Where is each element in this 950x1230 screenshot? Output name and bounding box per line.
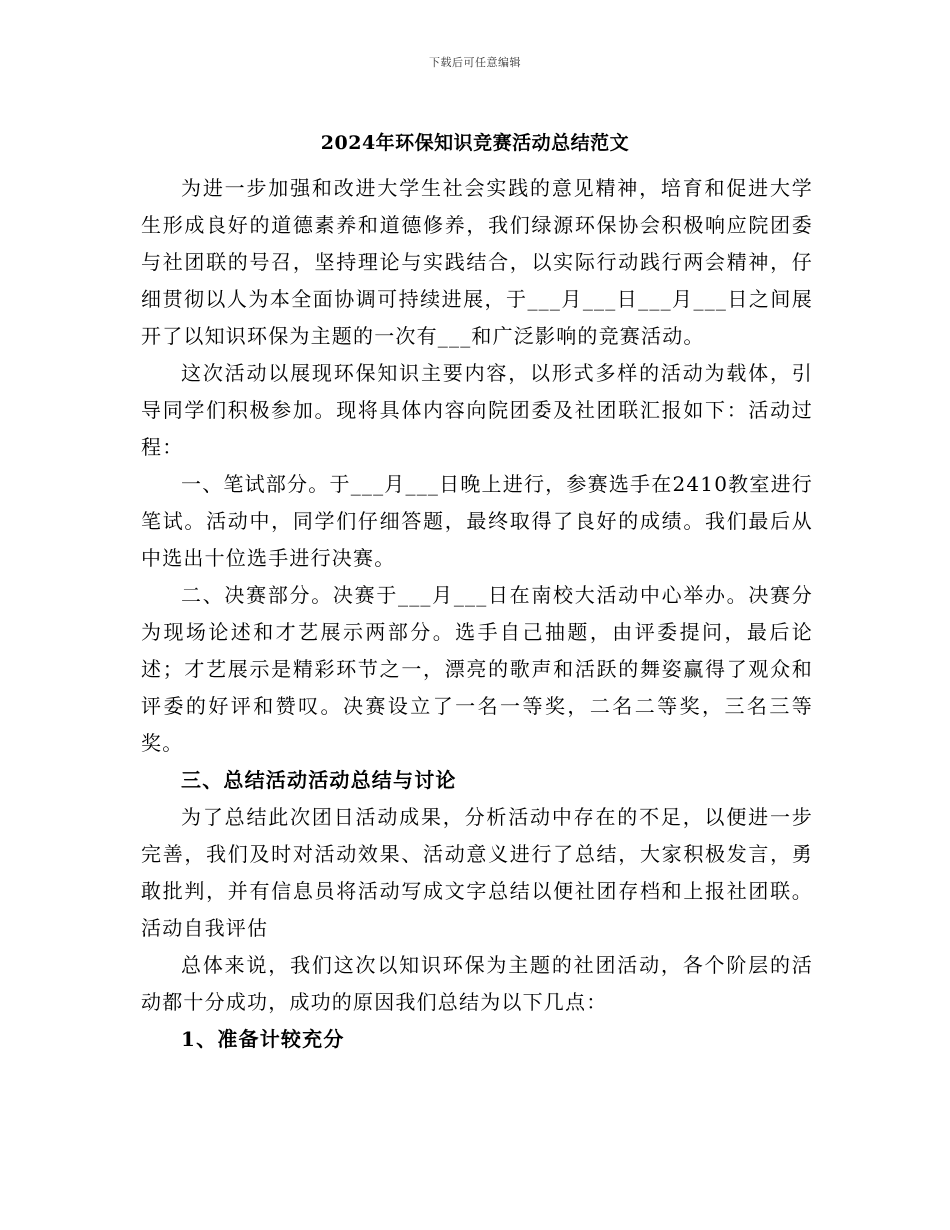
paragraph-intro: 为进一步加强和改进大学生社会实践的意见精神，培育和促进大学生形成良好的道德素养和道德修养，我们绿源环保协会积极响应院团委与社团联的号召，坚持理论与实践结合，以实际行动践行两会精神，仔细贯彻以人为本全面协调可持续进展，于___月___日___月___日之间展开了以知识环保为主题的一次有___和广泛影响的竞赛活动。 (141, 176, 813, 348)
paragraph-evaluation: 总体来说，我们这次以知识环保为主题的社团活动，各个阶层的活动都十分成功，成功的原因我们总结为以下几点： (141, 953, 813, 1014)
paragraph-written-test: 一、笔试部分。于___月___日晚上进行，参赛选手在2410教室进行笔试。活动中，同学们仔细答题，最终取得了良好的成绩。我们最后从中选出十位选手进行决赛。 (141, 472, 813, 570)
paragraph-summary: 为了总结此次团日活动成果，分析活动中存在的不足，以便进一步完善，我们及时对活动效果、活动意义进行了总结，大家积极发言，勇敢批判，并有信息员将活动写成文字总结以便社团存档和上报社团联。活动自我评估 (141, 805, 813, 940)
paragraph-overview: 这次活动以展现环保知识主要内容，以形式多样的活动为载体，引导同学们积极参加。现将具体内容向院团委及社团联汇报如下：活动过程： (141, 361, 813, 459)
page-header-note: 下载后可任意编辑 (429, 56, 521, 69)
document-title: 2024年环保知识竞赛活动总结范文 (320, 132, 630, 154)
section-heading-summary: 三、总结活动活动总结与讨论 (181, 768, 457, 792)
section-heading-preparation: 1、准备计较充分 (181, 1027, 345, 1051)
document-body (141, 170, 813, 1058)
paragraph-final-round: 二、决赛部分。决赛于___月___日在南校大活动中心举办。决赛分为现场论述和才艺展示两部分。选手自己抽题，由评委提问，最后论述；才艺展示是精彩环节之一，漂亮的歌声和活跃的舞姿赢得了观众和评委的好评和赞叹。决赛设立了一名一等奖，二名二等奖，三名三等奖。 (141, 583, 813, 755)
